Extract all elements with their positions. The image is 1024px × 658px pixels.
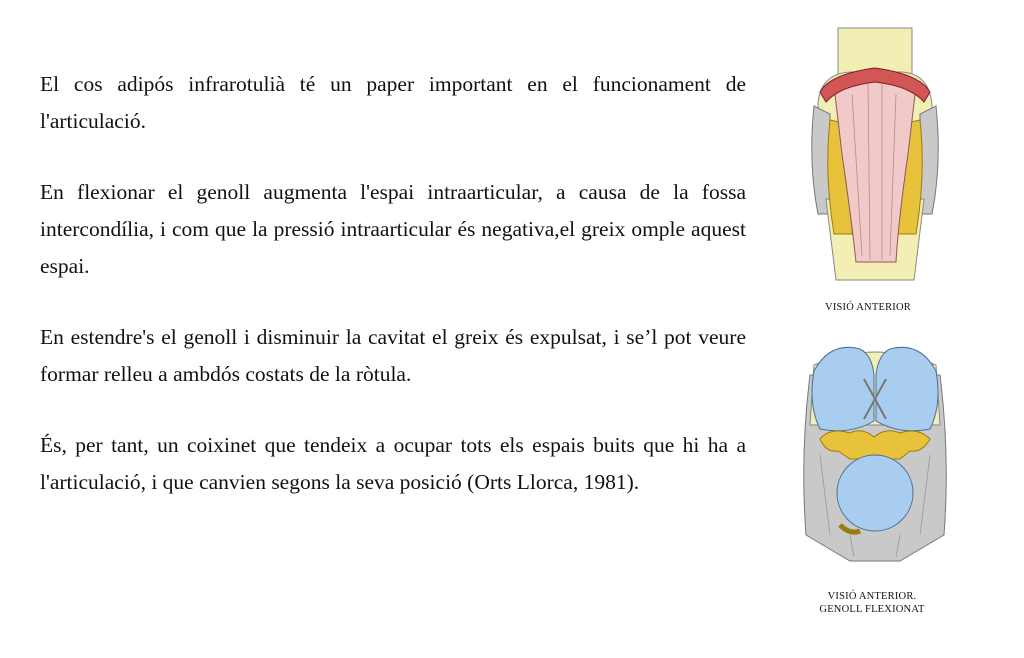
figure-2-caption-line-1: VISIÓ ANTERIOR. [827,591,917,602]
body-text [40,66,746,535]
figure-2-caption-line-2: GENOLL FLEXIONAT [819,604,925,615]
figure-1-caption [768,301,968,314]
paragraph-3: En estendre's el genoll i disminuir la cavitat el greix és expulsat, i se’l pot veure formar relleu a ambdós costats de la ròtula. [40,325,746,386]
figure-1-caption-line: VISIÓ ANTERIOR [825,302,911,313]
paragraph-1: El cos adipós infrarotulià té un paper important en el funcionament de l'articulació. [40,72,746,133]
paragraph-4: És, per tant, un coixinet que tendeix a ocupar tots els espais buits que hi ha a l'articulació, i que canvien segons la seva posició (Orts Llorca, 1981). [40,433,746,494]
knee-flexed-anterior-view-illustration [790,335,960,565]
knee-anterior-view-illustration [790,24,960,284]
figure-2-caption [772,590,972,616]
paragraph-2: En flexionar el genoll augmenta l'espai intraarticular, a causa de la fossa intercondília, i com que la pressió intraarticular és negativa,el greix omple aquest espai. [40,180,746,278]
